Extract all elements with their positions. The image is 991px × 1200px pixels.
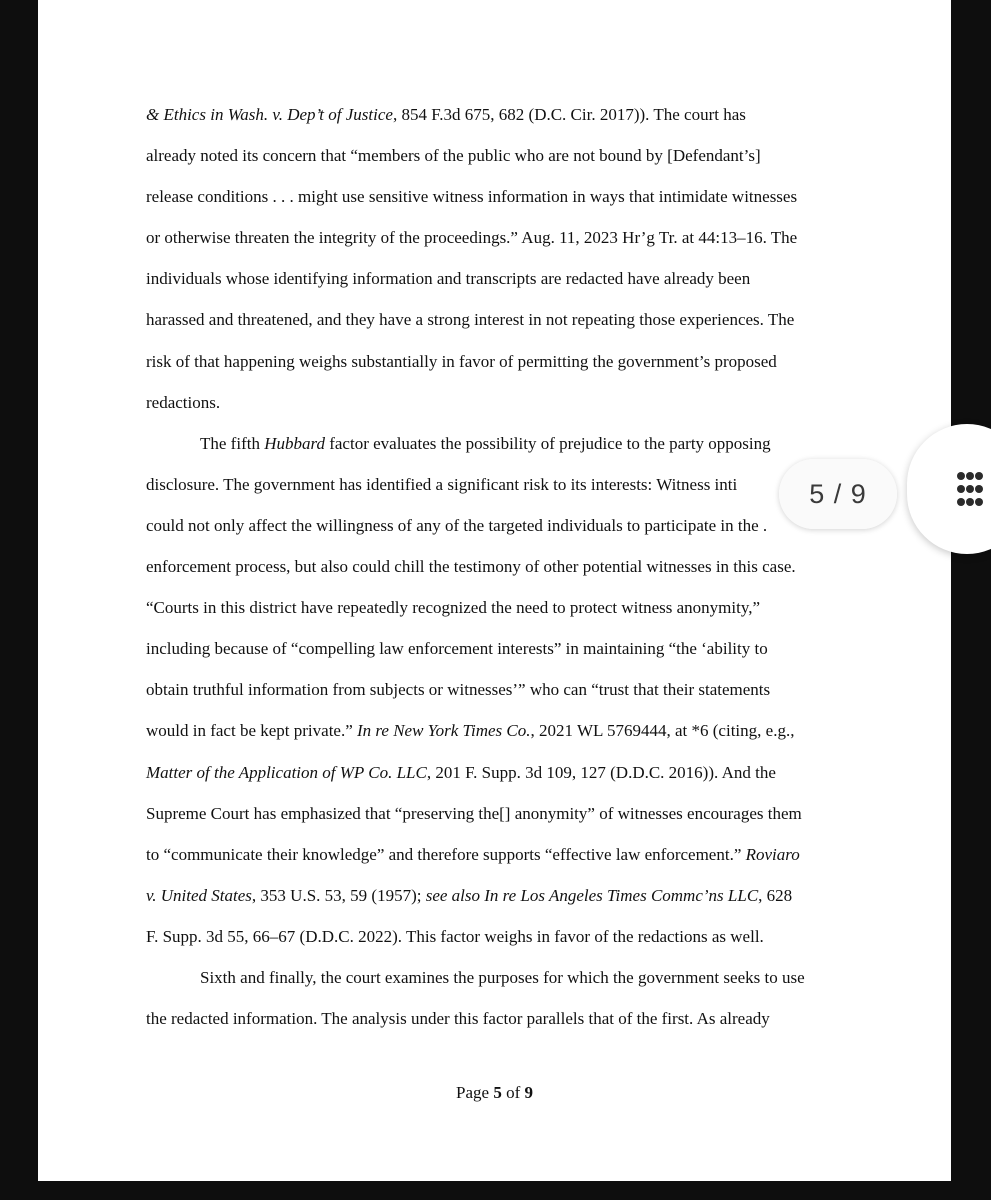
text-line xyxy=(146,471,866,512)
text-line xyxy=(146,594,866,635)
text-segment: Sixth and finally, the court examines the purposes for which the government seeks to use xyxy=(200,967,805,987)
text-segment: obtain truthful information from subjects or witnesses’” who can “trust that their statements xyxy=(146,680,771,700)
italic-citation: see also In re Los Angeles Times Commc’ns LLC xyxy=(425,885,759,905)
document-body xyxy=(146,101,866,1046)
text-line xyxy=(146,389,866,430)
text-segment: could not only affect the willingness of any of the targeted individuals to participate in the . xyxy=(146,515,768,535)
text-segment: would in fact be kept private.” xyxy=(146,721,358,741)
text-line xyxy=(146,348,866,389)
italic-citation: In re New York Times Co. xyxy=(357,721,531,741)
text-segment: harassed and threatened, and they have a strong interest in not repeating those experiences. The xyxy=(146,310,795,330)
text-line xyxy=(146,512,866,553)
text-line xyxy=(146,224,866,265)
italic-citation: Matter of the Application of WP Co. LLC xyxy=(146,762,427,782)
text-line xyxy=(146,882,866,923)
text-line xyxy=(146,717,866,758)
text-segment: F. Supp. 3d 55, 66–67 (D.D.C. 2022). This factor weighs in favor of the redactions as well. xyxy=(146,926,764,946)
text-line xyxy=(146,306,866,347)
text-line xyxy=(146,923,866,964)
italic-citation: & Ethics in Wash. v. Dep’t of Justice xyxy=(146,105,393,124)
footer-current-page: 5 xyxy=(493,1083,502,1102)
text-line xyxy=(146,1005,866,1046)
text-segment: including because of “compelling law enforcement interests” in maintaining “the ‘ability to xyxy=(146,639,768,659)
text-segment: redactions. xyxy=(146,392,221,412)
text-segment: Supreme Court has emphasized that “preserving the[] anonymity” of witnesses encourages them xyxy=(146,803,802,823)
footer-of: of xyxy=(501,1083,525,1102)
text-line xyxy=(146,841,866,882)
text-line xyxy=(146,183,866,224)
page-footer xyxy=(38,1083,951,1103)
text-segment: , 201 F. Supp. 3d 109, 127 (D.D.C. 2016)). And the xyxy=(426,762,776,782)
text-line xyxy=(146,759,866,800)
text-segment: , 353 U.S. 53, 59 (1957); xyxy=(251,885,426,905)
text-segment: to “communicate their knowledge” and therefore supports “effective law enforcement.” xyxy=(146,844,746,864)
footer-prefix: Page xyxy=(456,1083,494,1102)
text-segment: The fifth xyxy=(200,433,265,453)
text-segment: the redacted information. The analysis under this factor parallels that of the first. As already xyxy=(146,1009,770,1029)
text-line xyxy=(146,101,866,142)
text-segment: , 854 F.3d 675, 682 (D.C. Cir. 2017)). The court has xyxy=(392,105,746,124)
text-segment: “Courts in this district have repeatedly recognized the need to protect witness anonymity,” xyxy=(146,598,761,618)
text-segment: disclosure. The government has identified a significant risk to its interests: Witness inti xyxy=(146,474,738,494)
italic-citation: Roviaro xyxy=(745,844,800,864)
text-line xyxy=(146,676,866,717)
text-line xyxy=(146,635,866,676)
text-line xyxy=(146,265,866,306)
text-line xyxy=(146,800,866,841)
text-segment: enforcement process, but also could chill the testimony of other potential witnesses in this case. xyxy=(146,557,796,577)
text-segment: individuals whose identifying information and transcripts are redacted have already been xyxy=(146,269,751,289)
italic-citation: Hubbard xyxy=(264,433,325,453)
text-segment: , 2021 WL 5769444, at *6 (citing, e.g., xyxy=(530,721,795,741)
text-line xyxy=(146,964,866,1005)
grip-dots-icon xyxy=(957,472,983,512)
text-segment: risk of that happening weighs substantially in favor of permitting the government’s proposed xyxy=(146,351,777,371)
document-page xyxy=(38,0,951,1181)
footer-total-pages: 9 xyxy=(524,1083,533,1102)
text-segment: release conditions . . . might use sensitive witness information in ways that intimidate witnesses xyxy=(146,187,798,207)
text-line xyxy=(146,553,866,594)
text-segment: , 628 xyxy=(758,885,793,905)
text-line xyxy=(146,142,866,183)
text-segment: factor evaluates the possibility of prejudice to the party opposing xyxy=(324,433,771,453)
text-line xyxy=(146,430,866,471)
italic-citation: v. United States xyxy=(146,885,252,905)
page-indicator: 5 / 9 xyxy=(779,459,897,529)
text-segment: or otherwise threaten the integrity of the proceedings.” Aug. 11, 2023 Hr’g Tr. at 44:13–16. The xyxy=(146,228,798,248)
text-segment: already noted its concern that “members of the public who are not bound by [Defendant’s] xyxy=(146,146,761,166)
